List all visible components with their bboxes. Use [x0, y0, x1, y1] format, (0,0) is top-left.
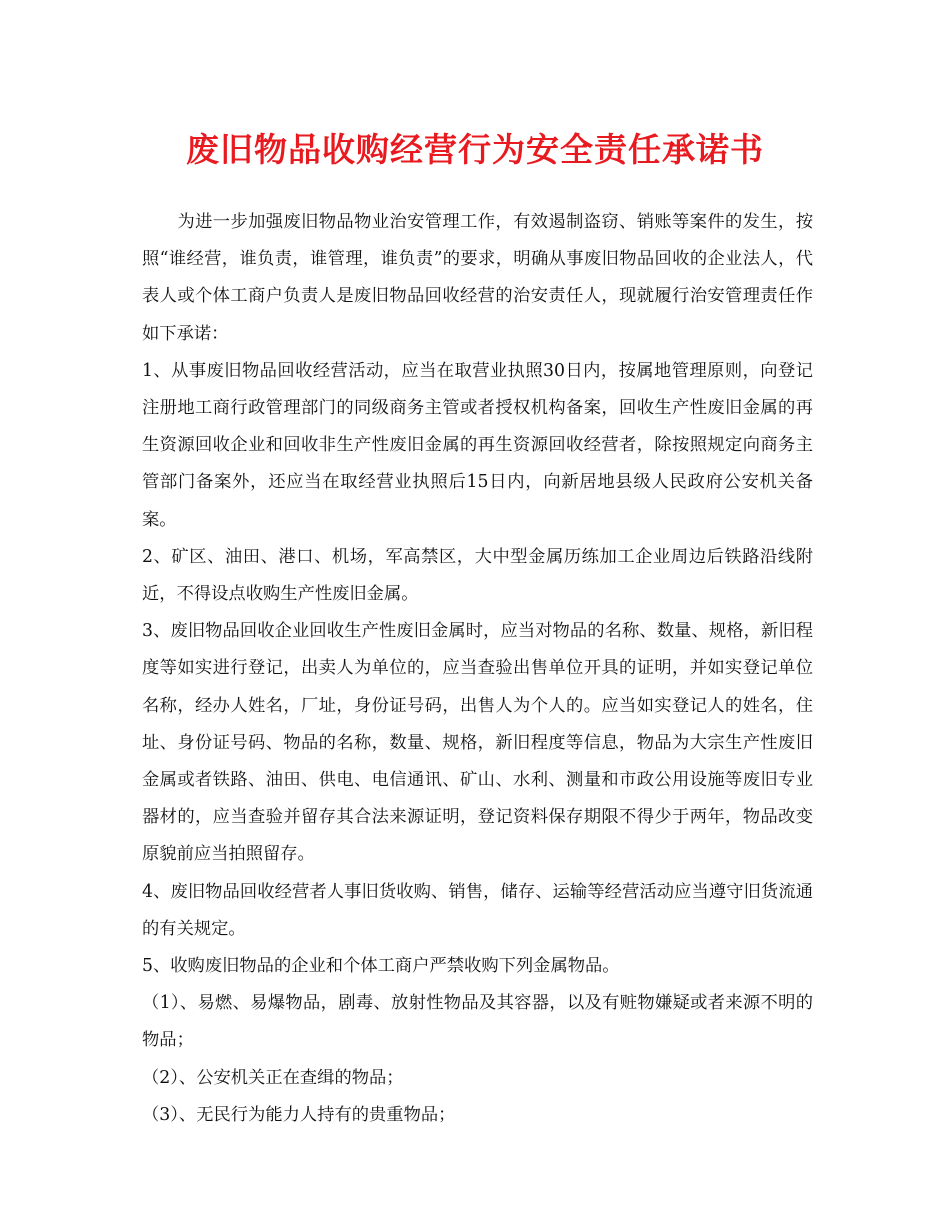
clause-2-paragraph: 2、矿区、油田、港口、机场，军高禁区，大中型金属历练加工企业周边后铁路沿线附近，不得设点收购生产性废旧金属。 [142, 546, 813, 605]
document-body [142, 204, 813, 1134]
sub-item-2-paragraph: （2）、公安机关正在查缉的物品； [142, 1067, 404, 1088]
intro-paragraph: 为进一步加强废旧物品物业治安管理工作，有效遏制盗窃、销账等案件的发生，按照“谁经营，谁负责，谁管理，谁负责”的要求，明确从事废旧物品回收的企业法人，代表人或个体工商户负责人是废旧物品回收经营的治安责任人，现就履行治安管理责任作如下承诺： [142, 212, 813, 344]
clause-5-paragraph: 5、收购废旧物品的企业和个体工商户严禁收购下列金属物品。 [142, 956, 620, 977]
clause-3-paragraph: 3、废旧物品回收企业回收生产性废旧金属时，应当对物品的名称、数量、规格，新旧程度等如实进行登记，出卖人为单位的，应当查验出售单位开具的证明，并如实登记单位名称，经办人姓名，厂址，身份证号码，出售人为个人的。应当如实登记人的姓名，住址、身份证号码、物品的名称，数量、规格，新旧程度等信息，物品为大宗生产性废旧金属或者铁路、油田、供电、电信通讯、矿山、水利、测量和市政公用设施等废旧专业器材的，应当查验并留存其合法来源证明，登记资料保存期限不得少于两年，物品改变原貌前应当拍照留存。 [142, 621, 813, 865]
clause-4-paragraph: 4、废旧物品回收经营者人事旧货收购、销售，储存、运输等经营活动应当遵守旧货流通的有关规定。 [142, 881, 813, 939]
clause-1-paragraph: 1、从事废旧物品回收经营活动，应当在取营业执照30日内，按属地管理原则，向登记注册地工商行政管理部门的同级商务主管或者授权机构备案，回收生产性废旧金属的再生资源回收企业和回收非生产性废旧金属的再生资源回收经营者，除按照规定向商务主管部门备案外，还应当在取经营业执照后15日内，向新居地县级人民政府公安机关备案。 [142, 360, 813, 530]
sub-item-3-paragraph: （3）、无民行为能力人持有的贵重物品； [142, 1104, 456, 1125]
sub-item-1-paragraph: （1）、易燃、易爆物品，剧毒、放射性物品及其容器，以及有赃物嫌疑或者来源不明的物品； [142, 993, 813, 1051]
document-title: 废旧物品收购经营行为安全责任承诺书 [186, 130, 764, 169]
